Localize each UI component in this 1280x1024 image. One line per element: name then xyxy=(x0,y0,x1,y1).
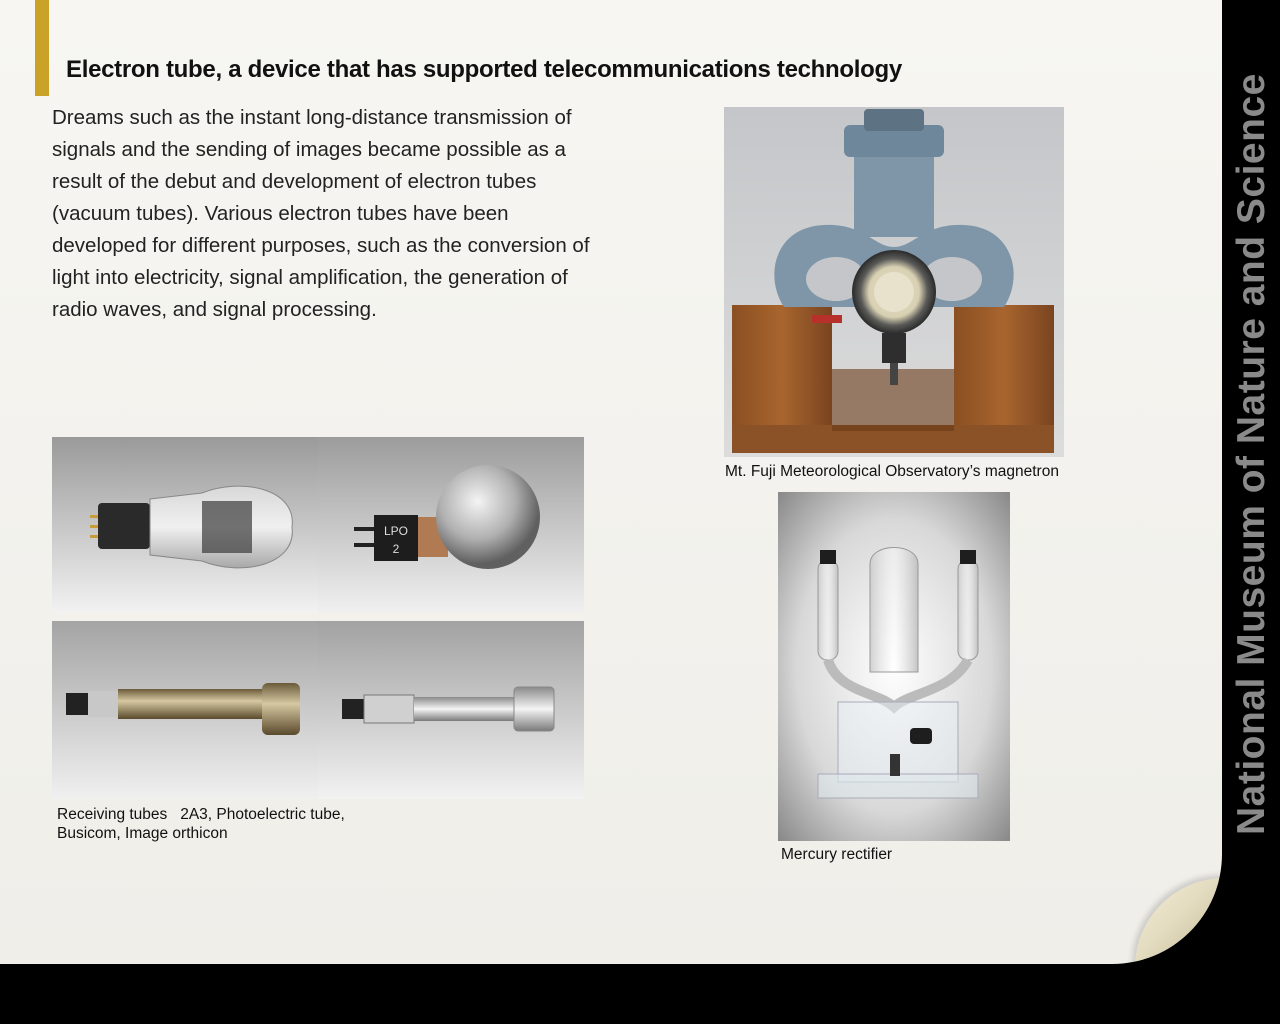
page-title: Electron tube, a device that has supported telecommunications technology xyxy=(66,56,902,83)
magnetron-caption: Mt. Fuji Meteorological Observatory’s magnetron xyxy=(725,463,1059,480)
mercury-rectifier-caption: Mercury rectifier xyxy=(781,846,893,863)
magnetron-photo xyxy=(724,107,1064,457)
tube-label-number: 2 xyxy=(392,542,400,556)
receiving-tubes-caption-line1: Receiving tubes 2A3, Photoelectric tube, xyxy=(57,806,345,823)
receiving-tubes-caption xyxy=(57,805,345,843)
page-curl xyxy=(1135,878,1222,964)
intro-paragraph: Dreams such as the instant long-distance transmission of signals and the sending of images became possible as a result of the debut and development of electron tubes (vacuum tubes). Various electron tubes have been developed for different purposes, such as the conversion of light into electricity, signal amplification, the generation of radio waves, and signal processing. xyxy=(52,106,590,321)
image-orthicon-photo xyxy=(318,621,584,799)
tube-label-lpo: LPO xyxy=(383,524,409,538)
photoelectric-tube-photo xyxy=(318,437,584,613)
mercury-rectifier-photo xyxy=(778,492,1010,841)
busicom-tube-photo xyxy=(52,621,318,799)
museum-brand-vertical: National Museum of Nature and Science xyxy=(1230,73,1273,835)
title-accent-bar xyxy=(35,0,49,96)
tube-2a3-photo xyxy=(52,437,318,613)
receiving-tubes-caption-line2: Busicom, Image orthicon xyxy=(57,825,228,842)
